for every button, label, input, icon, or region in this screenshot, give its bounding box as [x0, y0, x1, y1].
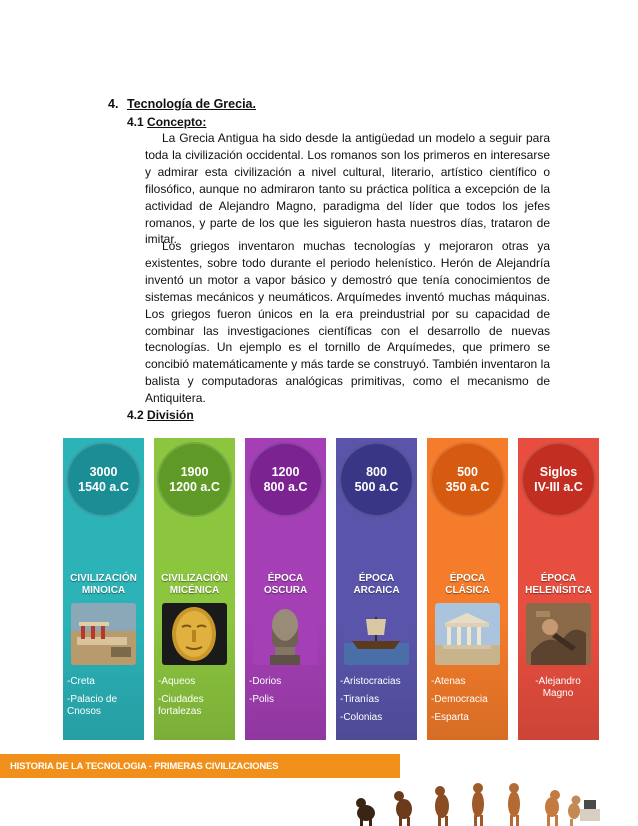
era-items [67, 676, 139, 724]
era-line-1: ÉPOCA [449, 573, 486, 584]
human-evolution-icon [352, 783, 607, 826]
timeline-column-minoica [63, 438, 144, 740]
era-label [63, 573, 144, 597]
era-item: -Dorios [249, 676, 282, 687]
timeline-column-oscura [245, 438, 326, 740]
era-line-2: MICÉNICA [169, 585, 220, 596]
era-items [522, 676, 594, 706]
date-end: 1200 a.C [169, 479, 220, 494]
subsection-number: 4.2 [127, 408, 144, 422]
era-label [245, 573, 326, 597]
subsection-number: 4.1 [127, 115, 144, 129]
date-end: 1540 a.C [78, 479, 129, 494]
date-start: 3000 [89, 464, 118, 479]
era-item: -Palacio de Cnosos [67, 694, 118, 717]
era-line-2: OSCURA [263, 585, 308, 596]
palace-ruins-image [71, 603, 136, 665]
era-item: -Creta [67, 676, 95, 687]
era-label [336, 573, 417, 597]
date-circle [66, 442, 141, 517]
section-heading [108, 97, 256, 111]
subsection-concepto [127, 115, 206, 129]
date-start: Siglos [539, 464, 578, 479]
date-circle [521, 442, 596, 517]
era-label [518, 573, 599, 597]
era-items [249, 676, 281, 712]
era-item: -Democracia [431, 694, 488, 705]
heading-title: Tecnología de Grecia. [127, 97, 256, 111]
era-items [158, 676, 218, 724]
date-start: 1900 [180, 464, 209, 479]
era-item: -Aristocracias [340, 676, 401, 687]
timeline-column-helenistica [518, 438, 599, 740]
timeline-column-arcaica [336, 438, 417, 740]
era-item: -Alejandro Magno [535, 676, 581, 699]
era-item: -Atenas [431, 676, 466, 687]
era-items [340, 676, 401, 730]
golden-mask-image [162, 603, 227, 665]
paragraph-2-text: Los griegos inventaron muchas tecnologías y mejoraron otras ya existentes, sobre todo durante el periodo helenístico. Herón de Alejandría inventó un motor a vapor básico y demostró que tenía conocimientos de sistemas mecánicos y neumáticos. Arquímedes inventó muchas máquinas. Los griegos fueron únicos en la era preindustrial por su capacidad de combinar las investigaciones científicas con el desarrollo de nuevas tecnologías. Un ejemplo es el tornillo de Arquímedes, que primero se concibió matemáticamente y más tarde se construyó. También inventaron la balista y computadoras analógicas primitivas, como el mecanismo de Antiquitera. [145, 239, 550, 406]
era-item: -Polis [249, 694, 275, 705]
acropolis-image [435, 603, 500, 665]
date-start: 500 [457, 464, 478, 479]
era-line-1: CIVILIZACIÓN [70, 573, 137, 584]
paragraph-2 [145, 238, 550, 407]
subsection-title: Concepto: [147, 115, 207, 129]
timeline-column-clasica [427, 438, 508, 740]
date-end: 350 a.C [445, 479, 490, 494]
subsection-title: División [147, 408, 194, 422]
era-item: -Tiranías [340, 694, 380, 705]
era-label [154, 573, 235, 597]
era-line-2: MINOICA [81, 585, 126, 596]
homer-bust-image [253, 603, 318, 665]
era-item: -Esparta [431, 712, 469, 723]
date-start: 800 [366, 464, 387, 479]
greek-eras-timeline [63, 438, 599, 740]
footer-banner [0, 754, 400, 778]
date-circle [157, 442, 232, 517]
era-line-1: ÉPOCA [267, 573, 304, 584]
date-start: 1200 [271, 464, 300, 479]
era-line-2: ARCAICA [353, 585, 400, 596]
paragraph-1-text: La Grecia Antigua ha sido desde la antigüedad un modelo a seguir para toda la civilización occidental. Los romanos son los primeros en interesarse y admirar esta civilización a nivel cultural, literario, artístico científico o filosófico, aunque no admiraron tanto su práctica política a excepción de la actividad de Alejandro Magno, paradigma del líder que todos los jefes romanos, y parte de los que les siguieron hasta nuestros días, trataron de imitar. [145, 131, 550, 247]
footer-label: HISTORIA DE LA TECNOLOGIA - PRIMERAS CIVILIZACIONES [10, 760, 279, 772]
date-circle [430, 442, 505, 517]
era-label [427, 573, 508, 597]
date-end: 800 a.C [263, 479, 308, 494]
subsection-division [127, 408, 194, 422]
greek-ship-image [344, 603, 409, 665]
timeline-column-micenica [154, 438, 235, 740]
era-line-2: CLÁSICA [445, 585, 490, 596]
paragraph-1 [145, 130, 550, 248]
date-circle [339, 442, 414, 517]
date-end: 500 a.C [354, 479, 399, 494]
era-line-1: ÉPOCA [540, 573, 577, 584]
era-items [431, 676, 488, 730]
era-line-1: CIVILIZACIÓN [161, 573, 228, 584]
alexander-mosaic-image [526, 603, 591, 665]
era-item: -Ciudades fortalezas [158, 694, 204, 717]
era-line-2: HELENÍSITCA [525, 585, 592, 596]
date-circle [248, 442, 323, 517]
date-end: IV-III a.C [534, 479, 583, 494]
era-line-1: ÉPOCA [358, 573, 395, 584]
era-item: -Aqueos [158, 676, 196, 687]
era-item: -Colonias [340, 712, 383, 723]
heading-number: 4. [108, 97, 119, 111]
